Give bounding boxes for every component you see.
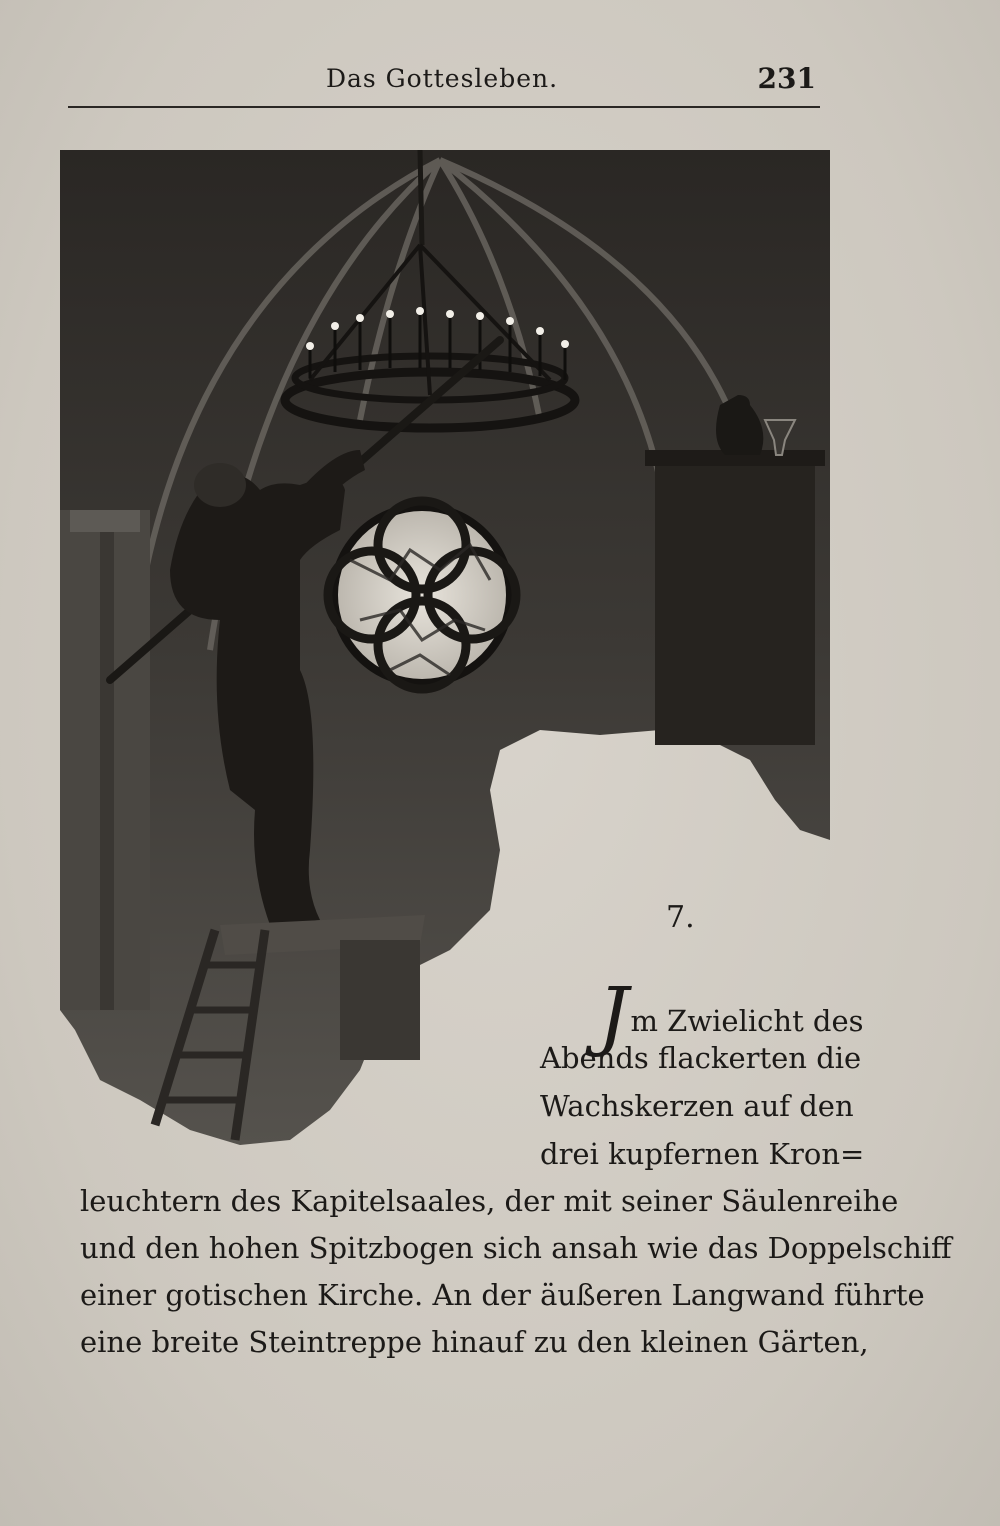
running-title: Das Gottesleben. — [325, 64, 559, 93]
text-line: leuchtern des Kapitelsaales, der mit seiner Säulenreihe — [80, 1184, 899, 1218]
text-line: drei kupfernen Kron= — [540, 1137, 865, 1171]
text-line-content: m Zwielicht des — [630, 1004, 864, 1038]
page-number: 231 — [757, 62, 816, 95]
drop-cap: J — [598, 970, 629, 1059]
chapter-number: 7. — [666, 900, 695, 935]
text-line: Abends flackerten die — [540, 1041, 862, 1075]
text-line: und den hohen Spitzbogen sich ansah wie das Doppelschiff — [80, 1231, 952, 1265]
text-line: Wachskerzen auf den — [540, 1089, 854, 1123]
text-line: eine breite Steintreppe hinauf zu den kleinen Gärten, — [80, 1325, 869, 1359]
text-line: einer gotischen Kirche. An der äußeren Langwand führte — [80, 1278, 925, 1312]
